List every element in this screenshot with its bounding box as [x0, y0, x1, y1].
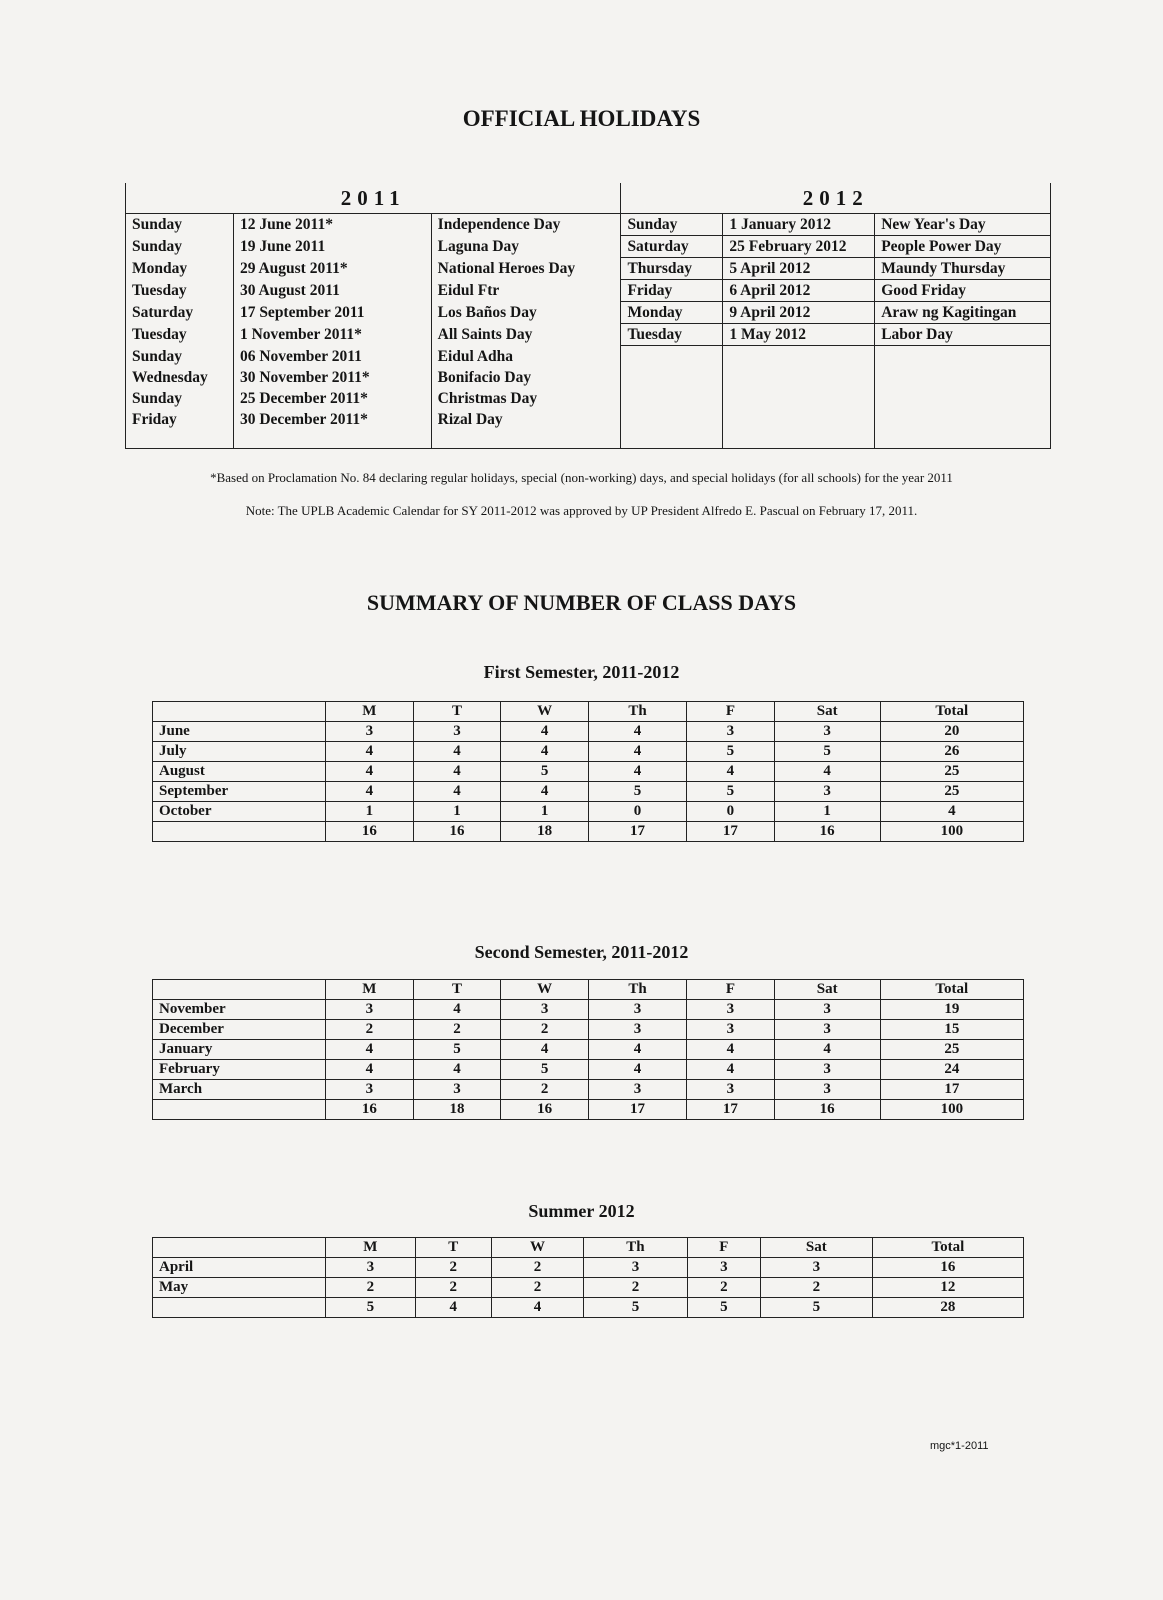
holiday-cell-h1: Bonifacio Day	[431, 367, 621, 388]
holiday-cell-h2	[875, 367, 1051, 388]
second-cell: 3	[588, 1080, 686, 1100]
first-cell: 4	[413, 762, 501, 782]
first-cell: 3	[413, 722, 501, 742]
second-cell: 100	[880, 1100, 1023, 1120]
summer-cell: 28	[872, 1298, 1023, 1318]
first-totals	[153, 822, 1024, 842]
holiday-cell-h2: People Power Day	[875, 236, 1051, 258]
holiday-cell-h2	[875, 346, 1051, 368]
second-semester-table	[152, 979, 1024, 1120]
proclamation-footnote: *Based on Proclamation No. 84 declaring regular holidays, special (non-working) days, and special holidays (for all schools) for the year 2011	[210, 470, 953, 485]
first-cell: 100	[880, 822, 1023, 842]
summer-cell: 3	[760, 1258, 872, 1278]
holiday-cell-d2	[621, 367, 723, 388]
first-cell: 5	[501, 762, 589, 782]
second-cell: F	[687, 980, 775, 1000]
summer-totals	[153, 1298, 1024, 1318]
first-cell: 4	[501, 742, 589, 762]
holiday-cell-dt2: 6 April 2012	[723, 280, 875, 302]
holiday-cell-d1: Saturday	[126, 302, 234, 324]
summer-cell: M	[326, 1238, 416, 1258]
second-cell: 3	[687, 1020, 775, 1040]
signature-code: mgc*1-2011	[930, 1440, 989, 1452]
summary-title: SUMMARY OF NUMBER OF CLASS DAYS	[366, 590, 797, 615]
first-cell: 1	[501, 802, 589, 822]
first-cell: 3	[687, 722, 775, 742]
holiday-cell-dt2: 1 January 2012	[723, 214, 875, 236]
second-cell: 3	[326, 1000, 414, 1020]
first-cell: 4	[588, 742, 686, 762]
second-cell: 24	[880, 1060, 1023, 1080]
second-cell: 3	[774, 1080, 880, 1100]
summer-cell: 2	[415, 1258, 491, 1278]
first-cell: 16	[774, 822, 880, 842]
holiday-cell-h2	[875, 409, 1051, 430]
summer-cell: 2	[491, 1258, 583, 1278]
holiday-cell-d2	[621, 346, 723, 368]
summer-row	[153, 1278, 1024, 1298]
summer-cell: 12	[872, 1278, 1023, 1298]
holiday-cell-dt1: 30 November 2011*	[233, 367, 431, 388]
first-cell: 20	[880, 722, 1023, 742]
holiday-row	[126, 388, 1051, 409]
first-cell: 1	[413, 802, 501, 822]
first-cell	[153, 822, 326, 842]
summer-cell: W	[491, 1238, 583, 1258]
holiday-cell-h2: Maundy Thursday	[875, 258, 1051, 280]
second-cell: 2	[413, 1020, 501, 1040]
second-cell: 17	[687, 1100, 775, 1120]
holiday-cell-d1: Friday	[126, 409, 234, 430]
first-cell: Sat	[774, 702, 880, 722]
summer-cell: May	[153, 1278, 326, 1298]
first-cell: M	[326, 702, 414, 722]
summer-cell: Sat	[760, 1238, 872, 1258]
official-holidays-title: OFFICIAL HOLIDAYS	[462, 106, 701, 131]
second-cell: 3	[413, 1080, 501, 1100]
second-cell: 4	[588, 1040, 686, 1060]
holiday-cell-d2	[621, 409, 723, 430]
holiday-cell-dt2	[723, 367, 875, 388]
second-cell: 4	[588, 1060, 686, 1080]
second-cell: 17	[588, 1100, 686, 1120]
holiday-cell-d1: Sunday	[126, 388, 234, 409]
second-cell: 15	[880, 1020, 1023, 1040]
first-cell: 25	[880, 782, 1023, 802]
first-cell	[153, 702, 326, 722]
second-cell: Th	[588, 980, 686, 1000]
holiday-cell-d2	[621, 388, 723, 409]
first-cell: 17	[687, 822, 775, 842]
first-cell: 4	[588, 722, 686, 742]
first-cell: August	[153, 762, 326, 782]
second-row	[153, 1080, 1024, 1100]
holiday-blank-row	[126, 430, 1051, 449]
summer-cell: 3	[687, 1258, 760, 1278]
first-row	[153, 722, 1024, 742]
summer-cell: T	[415, 1238, 491, 1258]
first-cell: 4	[326, 742, 414, 762]
holiday-cell-dt1: 25 December 2011*	[233, 388, 431, 409]
first-cell: Th	[588, 702, 686, 722]
holiday-cell-d2: Thursday	[621, 258, 723, 280]
summer-cell: 2	[415, 1278, 491, 1298]
holiday-cell-h1: Los Baños Day	[431, 302, 621, 324]
summer-cell: 5	[687, 1298, 760, 1318]
holiday-cell-d1: Wednesday	[126, 367, 234, 388]
first-row	[153, 762, 1024, 782]
first-cell: 5	[687, 782, 775, 802]
holiday-cell-dt1: 29 August 2011*	[233, 258, 431, 280]
first-cell: Total	[880, 702, 1023, 722]
second-cell: November	[153, 1000, 326, 1020]
holiday-cell-d1: Tuesday	[126, 324, 234, 346]
first-cell: 4	[687, 762, 775, 782]
second-cell: 4	[501, 1040, 589, 1060]
holiday-cell-dt1: 1 November 2011*	[233, 324, 431, 346]
holiday-cell-d2: Monday	[621, 302, 723, 324]
second-cell: Sat	[774, 980, 880, 1000]
holiday-blank-cell	[723, 430, 875, 449]
second-cell: January	[153, 1040, 326, 1060]
second-cell: February	[153, 1060, 326, 1080]
second-cell: 4	[326, 1040, 414, 1060]
holiday-cell-dt2: 25 February 2012	[723, 236, 875, 258]
first-cell: 1	[774, 802, 880, 822]
holiday-blank-cell	[233, 430, 431, 449]
holiday-row	[126, 214, 1051, 236]
first-cell: 25	[880, 762, 1023, 782]
holiday-blank-cell	[621, 430, 723, 449]
holiday-cell-d1: Sunday	[126, 346, 234, 368]
first-head	[153, 702, 1024, 722]
summer-cell: 4	[415, 1298, 491, 1318]
first-cell: 4	[774, 762, 880, 782]
second-cell: 19	[880, 1000, 1023, 1020]
second-semester-title: Second Semester, 2011-2012	[474, 942, 689, 962]
holiday-cell-h2: Araw ng Kagitingan	[875, 302, 1051, 324]
summer-cell: 5	[584, 1298, 688, 1318]
summer-cell: 5	[760, 1298, 872, 1318]
holiday-cell-h1: Eidul Ftr	[431, 280, 621, 302]
first-semester-title: First Semester, 2011-2012	[483, 662, 680, 682]
holiday-blank-cell	[431, 430, 621, 449]
second-cell: 2	[501, 1080, 589, 1100]
holiday-cell-dt1: 19 June 2011	[233, 236, 431, 258]
holiday-row	[126, 302, 1051, 324]
second-cell: 16	[774, 1100, 880, 1120]
summer-title: Summer 2012	[528, 1201, 635, 1221]
first-cell: 26	[880, 742, 1023, 762]
second-totals	[153, 1100, 1024, 1120]
second-cell: 16	[501, 1100, 589, 1120]
second-cell: March	[153, 1080, 326, 1100]
holiday-cell-dt2	[723, 409, 875, 430]
first-cell: 5	[588, 782, 686, 802]
second-cell: 4	[326, 1060, 414, 1080]
holiday-cell-h2: Labor Day	[875, 324, 1051, 346]
second-cell: Total	[880, 980, 1023, 1000]
year-2012: 2012	[621, 183, 1051, 214]
second-row	[153, 1000, 1024, 1020]
first-cell: 5	[687, 742, 775, 762]
second-cell: 3	[687, 1000, 775, 1020]
summer-cell: 5	[326, 1298, 416, 1318]
second-cell: 3	[326, 1080, 414, 1100]
first-cell: 4	[588, 762, 686, 782]
summer-cell	[153, 1238, 326, 1258]
first-cell: 16	[413, 822, 501, 842]
holiday-cell-d2: Friday	[621, 280, 723, 302]
holiday-cell-dt2	[723, 388, 875, 409]
second-cell: 5	[501, 1060, 589, 1080]
holiday-cell-h1: National Heroes Day	[431, 258, 621, 280]
holiday-cell-h1: Independence Day	[431, 214, 621, 236]
first-cell: 4	[413, 782, 501, 802]
holiday-cell-h2: Good Friday	[875, 280, 1051, 302]
first-cell: 18	[501, 822, 589, 842]
first-cell: 3	[326, 722, 414, 742]
summer-cell: 2	[760, 1278, 872, 1298]
summer-cell: 16	[872, 1258, 1023, 1278]
holiday-cell-h1: Eidul Adha	[431, 346, 621, 368]
holiday-cell-dt2: 1 May 2012	[723, 324, 875, 346]
second-cell: 4	[687, 1060, 775, 1080]
holiday-cell-h1: All Saints Day	[431, 324, 621, 346]
first-cell: W	[501, 702, 589, 722]
second-cell: 2	[501, 1020, 589, 1040]
second-cell: 17	[880, 1080, 1023, 1100]
holiday-blank-cell	[875, 430, 1051, 449]
second-cell: 3	[588, 1000, 686, 1020]
second-cell: 3	[774, 1000, 880, 1020]
holiday-cell-h1: Christmas Day	[431, 388, 621, 409]
first-cell: 0	[588, 802, 686, 822]
summer-head	[153, 1238, 1024, 1258]
second-cell: W	[501, 980, 589, 1000]
holiday-cell-d1: Sunday	[126, 214, 234, 236]
summer-cell: Total	[872, 1238, 1023, 1258]
summer-cell: April	[153, 1258, 326, 1278]
holiday-row	[126, 236, 1051, 258]
summer-cell: F	[687, 1238, 760, 1258]
summer-cell: 2	[491, 1278, 583, 1298]
holiday-cell-d1: Tuesday	[126, 280, 234, 302]
first-cell: 17	[588, 822, 686, 842]
holiday-cell-d2: Tuesday	[621, 324, 723, 346]
second-cell: 4	[774, 1040, 880, 1060]
second-cell: 3	[588, 1020, 686, 1040]
summer-cell: 2	[687, 1278, 760, 1298]
second-row	[153, 1060, 1024, 1080]
second-row	[153, 1020, 1024, 1040]
second-head	[153, 980, 1024, 1000]
summer-cell: 3	[326, 1258, 416, 1278]
holiday-row	[126, 409, 1051, 430]
holiday-cell-dt2	[723, 346, 875, 368]
first-cell: T	[413, 702, 501, 722]
first-row	[153, 802, 1024, 822]
first-cell: 0	[687, 802, 775, 822]
holiday-cell-dt1: 30 December 2011*	[233, 409, 431, 430]
summer-cell: 2	[326, 1278, 416, 1298]
first-cell: 3	[774, 722, 880, 742]
first-cell: 1	[326, 802, 414, 822]
first-cell: 4	[880, 802, 1023, 822]
holiday-cell-dt1: 30 August 2011	[233, 280, 431, 302]
first-row	[153, 742, 1024, 762]
first-cell: June	[153, 722, 326, 742]
holiday-row	[126, 367, 1051, 388]
first-cell: September	[153, 782, 326, 802]
first-cell: 3	[774, 782, 880, 802]
holidays-year-row	[126, 183, 1051, 214]
second-cell: 3	[774, 1060, 880, 1080]
second-cell: M	[326, 980, 414, 1000]
second-cell: 3	[501, 1000, 589, 1020]
holiday-cell-dt2: 9 April 2012	[723, 302, 875, 324]
holiday-cell-h2	[875, 388, 1051, 409]
holiday-blank-cell	[126, 430, 234, 449]
first-cell: 5	[774, 742, 880, 762]
holiday-row	[126, 280, 1051, 302]
second-cell: 2	[326, 1020, 414, 1040]
holiday-cell-d2: Saturday	[621, 236, 723, 258]
first-cell: 4	[501, 722, 589, 742]
holiday-row	[126, 346, 1051, 368]
summer-cell: 2	[584, 1278, 688, 1298]
second-row	[153, 1040, 1024, 1060]
summer-cell: 4	[491, 1298, 583, 1318]
holiday-row	[126, 324, 1051, 346]
second-cell: 3	[774, 1020, 880, 1040]
summer-cell	[153, 1298, 326, 1318]
second-cell: T	[413, 980, 501, 1000]
holiday-row	[126, 258, 1051, 280]
second-cell: 4	[687, 1040, 775, 1060]
holiday-cell-dt2: 5 April 2012	[723, 258, 875, 280]
holiday-cell-h1: Rizal Day	[431, 409, 621, 430]
second-cell: 16	[326, 1100, 414, 1120]
first-cell: 16	[326, 822, 414, 842]
holidays-table	[125, 183, 1051, 449]
summer-cell: 3	[584, 1258, 688, 1278]
first-cell: 4	[413, 742, 501, 762]
second-cell: 4	[413, 1060, 501, 1080]
holiday-cell-h2: New Year's Day	[875, 214, 1051, 236]
summer-table	[152, 1237, 1024, 1318]
first-cell: F	[687, 702, 775, 722]
approval-note: Note: The UPLB Academic Calendar for SY 2011-2012 was approved by UP President Alfredo E. Pascual on February 17, 2011.	[245, 503, 918, 518]
second-cell: 18	[413, 1100, 501, 1120]
second-cell: 5	[413, 1040, 501, 1060]
holiday-cell-d2: Sunday	[621, 214, 723, 236]
holiday-cell-dt1: 06 November 2011	[233, 346, 431, 368]
first-cell: 4	[326, 782, 414, 802]
second-cell: 25	[880, 1040, 1023, 1060]
holiday-cell-dt1: 12 June 2011*	[233, 214, 431, 236]
first-semester-table	[152, 701, 1024, 842]
second-cell	[153, 980, 326, 1000]
holiday-cell-dt1: 17 September 2011	[233, 302, 431, 324]
summer-row	[153, 1258, 1024, 1278]
first-cell: 4	[326, 762, 414, 782]
first-cell: July	[153, 742, 326, 762]
year-2011: 2011	[126, 183, 621, 214]
second-cell: 4	[413, 1000, 501, 1020]
holiday-cell-h1: Laguna Day	[431, 236, 621, 258]
first-cell: 4	[501, 782, 589, 802]
second-cell: December	[153, 1020, 326, 1040]
first-cell: October	[153, 802, 326, 822]
second-cell: 3	[687, 1080, 775, 1100]
second-cell	[153, 1100, 326, 1120]
holiday-cell-d1: Sunday	[126, 236, 234, 258]
holiday-cell-d1: Monday	[126, 258, 234, 280]
summer-cell: Th	[584, 1238, 688, 1258]
first-row	[153, 782, 1024, 802]
